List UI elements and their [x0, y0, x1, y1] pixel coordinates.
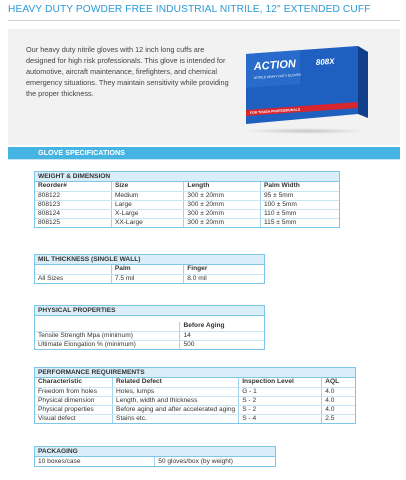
title-divider: [8, 20, 400, 21]
table-row: [35, 274, 264, 283]
table-row: [35, 209, 339, 218]
table-cell: Holes, lumps: [113, 387, 239, 396]
table-cell: 808125: [35, 218, 111, 227]
table-row: [35, 191, 339, 200]
section-header-glove-specs: GLOVE SPECIFICATIONS: [8, 147, 400, 159]
column-header: [35, 322, 180, 331]
table-row: [35, 331, 264, 340]
table-cell: Medium: [111, 191, 183, 200]
table-cell: 7.5 mil: [111, 274, 183, 283]
table-cell: S - 2: [239, 396, 322, 405]
table-title: PHYSICAL PROPERTIES: [35, 306, 264, 316]
table-cell: 10 boxes/case: [35, 457, 155, 466]
table-cell: Physical properties: [35, 405, 113, 414]
table-cell: Stains etc.: [113, 414, 239, 423]
column-header: Reorder#: [35, 182, 111, 191]
column-header: Palm: [111, 265, 183, 274]
table-title: PERFORMANCE REQUIREMENTS: [35, 368, 355, 378]
table-row: [35, 340, 264, 349]
table-cell: 95 ± 5mm: [260, 191, 339, 200]
physical-properties-table: [34, 305, 265, 350]
box-side-face: [358, 46, 368, 118]
table-header-row: [35, 265, 264, 274]
box-footer-text: FOR TOUGH PROFESSIONALS: [249, 107, 301, 115]
table-cell: 808124: [35, 209, 111, 218]
box-subtitle-text: NITRILE HEAVY DUTY GLOVES: [253, 72, 302, 80]
table-title: MIL THICKNESS (SINGLE WALL): [35, 255, 264, 265]
table-header-row: [35, 378, 355, 387]
table-cell: Ultimate Elongation % (minimum): [35, 340, 180, 349]
column-header: Before Aging: [180, 322, 264, 331]
column-header: Palm Width: [260, 182, 339, 191]
column-header: AQL: [322, 378, 355, 387]
table-cell: All Sizes: [35, 274, 111, 283]
table-cell: 300 ± 20mm: [184, 218, 261, 227]
table-row: [35, 405, 355, 414]
table-cell: 808122: [35, 191, 111, 200]
column-header: Characteristic: [35, 378, 113, 387]
table-cell: G - 1: [239, 387, 322, 396]
column-header: Finger: [184, 265, 264, 274]
table-cell: Before aging and after accelerated aging: [113, 405, 239, 414]
table-cell: 14: [180, 331, 264, 340]
table-header-row: [35, 182, 339, 191]
table-cell: Large: [111, 200, 183, 209]
table-cell: 115 ± 5mm: [263, 218, 297, 226]
table-header-row: [35, 322, 264, 331]
column-header: Length: [184, 182, 261, 191]
page-title: HEAVY DUTY POWDER FREE INDUSTRIAL NITRILE, 12" EXTENDED CUFF: [8, 4, 371, 15]
table-cell: Tensile Strength Mpa (minimum): [35, 331, 180, 340]
table-cell: X-Large: [111, 209, 183, 218]
table-row: [35, 396, 355, 405]
weight-dimension-table: [34, 171, 340, 228]
table-row: [35, 218, 339, 227]
table-title: WEIGHT & DIMENSION: [35, 172, 339, 182]
table-row: [35, 387, 355, 396]
table-cell: Physical dimension: [35, 396, 113, 405]
table-row: [35, 200, 339, 209]
table-cell: Length, width and thickness: [113, 396, 239, 405]
section-divider: [8, 159, 400, 160]
column-header: [35, 265, 111, 274]
table-cell: S - 2: [239, 405, 322, 414]
product-shadow: [244, 128, 368, 134]
table-cell: 500: [183, 340, 195, 348]
table-row: [35, 414, 355, 423]
table-cell: 2.5: [325, 414, 335, 422]
model-text: 808X: [315, 56, 335, 67]
table-cell: 8.0 mil: [187, 274, 207, 282]
table-cell: Visual defect: [35, 414, 113, 423]
table-cell: 4.0: [322, 405, 355, 414]
packaging-table: [34, 446, 276, 467]
table-title: PACKAGING: [35, 447, 275, 457]
product-box-image: [240, 44, 370, 128]
table-cell: XX-Large: [111, 218, 183, 227]
table-cell: 4.0: [322, 387, 355, 396]
table-cell: 50 gloves/box (by weight): [158, 457, 233, 465]
column-header: Related Defect: [113, 378, 239, 387]
intro-description: Our heavy duty nitrile gloves with 12 inch long cuffs are designed for high risk professionals. This glove is intended for automotive, aircraft maintenance, firefighters, and chemical emergency situations. They maintain sensitivity while providing the proper thickness.: [26, 45, 229, 98]
table-cell: 808123: [35, 200, 111, 209]
table-cell: S - 4: [239, 414, 322, 423]
table-cell: 4.0: [322, 396, 355, 405]
table-cell: 100 ± 5mm: [260, 200, 339, 209]
performance-requirements-table: [34, 367, 356, 424]
column-header: Size: [111, 182, 183, 191]
table-cell: 300 ± 20mm: [184, 191, 261, 200]
mil-thickness-table: [34, 254, 265, 284]
table-cell: Freedom from holes: [35, 387, 113, 396]
table-cell: 110 ± 5mm: [260, 209, 339, 218]
table-cell: 300 ± 20mm: [184, 209, 261, 218]
brand-text: ACTION: [253, 58, 297, 73]
column-header: Inspection Level: [239, 378, 322, 387]
table-cell: 300 ± 20mm: [184, 200, 261, 209]
table-row: [35, 457, 275, 466]
